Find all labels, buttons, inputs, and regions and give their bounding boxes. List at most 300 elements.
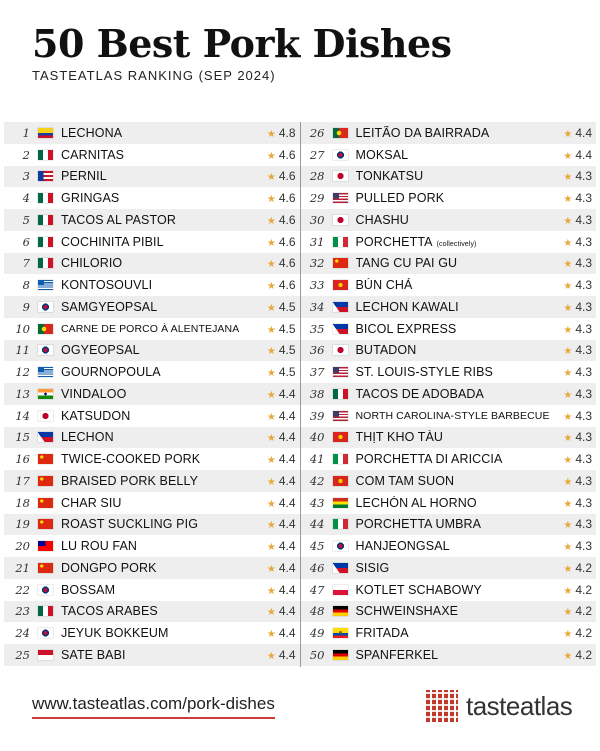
star-icon: ★ (563, 607, 573, 619)
dish-rating (552, 539, 596, 553)
dish-rating (552, 256, 596, 270)
dish-rank: 38 (309, 386, 325, 401)
dish-rank: 25 (15, 647, 30, 662)
dish-rating (552, 343, 596, 357)
dish-row (4, 405, 300, 427)
dish-rating-value: 4.3 (575, 343, 592, 358)
dish-rank: 1 (22, 125, 30, 140)
dish-rating (256, 561, 300, 575)
dish-name-text: LECHÓN AL HORNO (355, 495, 477, 510)
dish-row (4, 601, 300, 623)
dish-rating-value: 4.3 (575, 473, 592, 488)
dish-row (301, 274, 597, 296)
star-icon: ★ (266, 128, 276, 140)
dish-name[interactable] (356, 169, 553, 183)
dish-row (4, 579, 300, 601)
dish-rating-value: 4.3 (575, 430, 592, 445)
dish-name-text: LECHONA (61, 125, 123, 140)
dish-rating-value: 4.2 (575, 582, 592, 597)
dish-rank: 18 (15, 495, 30, 510)
dish-rating (552, 213, 596, 227)
dish-name[interactable] (356, 300, 553, 314)
dish-rating-value: 4.4 (278, 473, 296, 488)
ranking-column-right (300, 122, 597, 667)
dish-rating (552, 235, 596, 249)
star-icon: ★ (563, 172, 573, 184)
dish-rating-value: 4.3 (575, 212, 592, 227)
star-icon: ★ (266, 150, 276, 162)
dish-name-text: DONGPO PORK (61, 560, 157, 575)
dish-rank: 29 (309, 191, 325, 206)
dish-rating (256, 278, 300, 292)
dish-name[interactable] (61, 626, 256, 640)
star-icon: ★ (266, 368, 276, 380)
dish-name[interactable] (356, 126, 553, 140)
dish-rank: 8 (22, 278, 30, 293)
usa-flag (333, 193, 348, 203)
dish-name[interactable] (61, 278, 256, 292)
south-korea-flag (333, 541, 348, 551)
dish-rating (256, 213, 300, 227)
mexico-flag (38, 258, 53, 268)
dish-name-text: PORCHETTA UMBRA (355, 517, 482, 532)
dish-name-text: LECHON KAWALI (355, 299, 459, 314)
south-korea-flag (38, 628, 53, 638)
dish-rank: 7 (22, 256, 30, 271)
dish-name[interactable] (356, 278, 553, 292)
dish-rating (552, 626, 596, 640)
dish-row (301, 361, 597, 383)
dish-name[interactable] (356, 561, 553, 575)
south-korea-flag (38, 585, 53, 595)
italy-flag (333, 519, 348, 529)
star-icon: ★ (563, 150, 573, 162)
dish-name[interactable] (356, 496, 553, 510)
dish-rating-value: 4.4 (278, 430, 296, 445)
dish-rating (256, 256, 300, 270)
dish-name[interactable] (356, 322, 553, 336)
star-icon: ★ (563, 455, 573, 467)
star-icon: ★ (266, 237, 276, 249)
china-flag (38, 454, 53, 464)
dish-name[interactable] (356, 213, 553, 227)
dish-name[interactable] (61, 191, 256, 205)
star-icon: ★ (266, 542, 276, 554)
dish-name[interactable] (61, 300, 256, 314)
star-icon: ★ (563, 585, 573, 597)
dish-rank: 36 (309, 343, 325, 358)
dish-name[interactable] (356, 365, 553, 379)
dish-rating-value: 4.3 (575, 408, 592, 423)
dish-name-text: PORCHETTA (355, 234, 433, 249)
dish-rating (552, 474, 596, 488)
japan-flag (38, 411, 53, 421)
star-icon: ★ (266, 650, 276, 662)
dish-rating (552, 148, 596, 162)
dish-name[interactable] (356, 256, 553, 270)
dish-name[interactable] (61, 430, 256, 444)
dish-rank: 49 (309, 626, 325, 641)
dish-rating (552, 496, 596, 510)
dish-row (301, 166, 597, 188)
dish-rank: 9 (22, 299, 30, 314)
dish-name[interactable] (356, 343, 553, 357)
dish-name-text: BOSSAM (61, 582, 116, 597)
dish-rank: 12 (15, 365, 30, 380)
dish-rating-value: 4.5 (278, 343, 296, 358)
dish-row (301, 144, 597, 166)
dish-rating (552, 430, 596, 444)
dish-name-text: CARNITAS (61, 147, 125, 162)
dish-name[interactable] (61, 323, 256, 335)
usa-flag (333, 367, 348, 377)
dish-row (301, 405, 597, 427)
dish-row (301, 601, 597, 623)
dish-row (301, 209, 597, 231)
india-flag (38, 389, 53, 399)
mexico-flag (38, 606, 53, 616)
dish-row (301, 318, 597, 340)
dish-rank: 45 (309, 539, 325, 554)
dish-row (301, 448, 597, 470)
dish-name-text: LEITÃO DA BAIRRADA (355, 125, 490, 140)
dish-rating-value: 4.2 (575, 626, 592, 641)
dish-row (301, 187, 597, 209)
dish-name-text: TONKATSU (355, 169, 424, 184)
dish-rating-value: 4.4 (575, 147, 592, 162)
dish-name[interactable] (61, 387, 256, 401)
dish-name-text: TACOS ARABES (61, 604, 158, 619)
dish-name[interactable] (61, 561, 256, 575)
page-title: 50 Best Pork Dishes (32, 21, 452, 66)
dish-name[interactable] (61, 148, 256, 162)
dish-row (4, 535, 300, 557)
mexico-flag (38, 215, 53, 225)
dish-rating-value: 4.3 (575, 365, 592, 380)
italy-flag (333, 454, 348, 464)
portugal-flag (333, 128, 348, 138)
footer-url-link[interactable]: www.tasteatlas.com/pork-dishes (32, 694, 275, 719)
star-icon: ★ (563, 389, 573, 401)
header (32, 22, 452, 83)
dish-rating (256, 387, 300, 401)
dish-name[interactable] (61, 343, 256, 357)
star-icon: ★ (266, 346, 276, 358)
dish-name[interactable] (356, 604, 553, 618)
dish-rank: 31 (309, 234, 325, 249)
dish-name[interactable] (61, 539, 256, 553)
philippines-flag (333, 324, 348, 334)
dish-name-text: TANG CU PAI GU (355, 256, 458, 271)
ecuador-flag (333, 628, 348, 638)
dish-name-text: CHILORIO (61, 256, 123, 271)
china-flag (38, 498, 53, 508)
dish-row (301, 514, 597, 536)
dish-name[interactable] (356, 539, 553, 553)
dish-name[interactable] (356, 474, 553, 488)
dish-rating-value: 4.3 (575, 452, 592, 467)
dish-name[interactable] (61, 474, 256, 488)
south-korea-flag (333, 150, 348, 160)
dish-row (4, 383, 300, 405)
star-icon: ★ (266, 281, 276, 293)
star-icon: ★ (563, 346, 573, 358)
dish-name-text: SCHWEINSHAXE (355, 604, 459, 619)
star-icon: ★ (266, 433, 276, 445)
dish-rating-value: 4.4 (278, 647, 296, 662)
dish-rating (552, 452, 596, 466)
dish-rating (256, 409, 300, 423)
dish-rating-value: 4.6 (278, 278, 296, 293)
dish-name[interactable] (356, 191, 553, 205)
dish-rating-value: 4.4 (278, 604, 296, 619)
dish-name[interactable] (61, 169, 256, 183)
dish-rating-value: 4.4 (278, 452, 296, 467)
dish-rating-value: 4.5 (278, 365, 296, 380)
dish-name[interactable] (61, 583, 256, 597)
dish-rank: 33 (309, 278, 325, 293)
tasteatlas-logo-icon (426, 690, 458, 722)
dish-name[interactable] (356, 430, 553, 444)
dish-row (4, 427, 300, 449)
dish-row (301, 579, 597, 601)
dish-rating (256, 604, 300, 618)
ranking-column-left (4, 122, 300, 667)
dish-name[interactable] (61, 496, 256, 510)
dish-rating-value: 4.6 (278, 191, 296, 206)
dish-name[interactable] (61, 648, 256, 662)
philippines-flag (333, 302, 348, 312)
vietnam-flag (333, 280, 348, 290)
dish-name[interactable] (356, 583, 553, 597)
dish-rating (552, 300, 596, 314)
dish-name[interactable] (356, 387, 553, 401)
dish-rating (552, 648, 596, 662)
dish-rating (256, 126, 300, 140)
dish-rating (552, 387, 596, 401)
dish-rating (256, 430, 300, 444)
italy-flag (333, 237, 348, 247)
dish-name-text: BRAISED PORK BELLY (61, 473, 199, 488)
dish-name-text: KOTLET SCHABOWY (355, 582, 482, 597)
dish-row (301, 557, 597, 579)
china-flag (38, 563, 53, 573)
dish-rank: 35 (309, 321, 325, 336)
dish-name[interactable] (61, 256, 256, 270)
dish-rank: 5 (22, 212, 30, 227)
dish-name[interactable] (61, 517, 256, 531)
dish-name[interactable] (356, 235, 553, 249)
dish-rating-value: 4.8 (278, 125, 296, 140)
dish-name-text: CHASHU (355, 212, 409, 227)
star-icon: ★ (266, 172, 276, 184)
dish-rating-value: 4.2 (575, 647, 592, 662)
dish-row (301, 644, 597, 666)
dish-rating-value: 4.4 (278, 408, 296, 423)
portugal-flag (38, 324, 53, 334)
dish-rank: 50 (309, 647, 325, 662)
dish-rating-value: 4.6 (278, 212, 296, 227)
dish-rating (256, 474, 300, 488)
indonesia-flag (38, 650, 53, 660)
mexico-flag (38, 193, 53, 203)
colombia-flag (38, 128, 53, 138)
puerto-rico-flag (38, 171, 53, 181)
star-icon: ★ (563, 215, 573, 227)
dish-rank: 37 (309, 365, 325, 380)
mexico-flag (38, 237, 53, 247)
dish-rank: 30 (309, 212, 325, 227)
star-icon: ★ (266, 259, 276, 271)
dish-rating (256, 648, 300, 662)
dish-name[interactable] (356, 410, 553, 422)
dish-rating-value: 4.3 (575, 299, 592, 314)
dish-rank: 46 (309, 560, 325, 575)
dish-rating-value: 4.5 (278, 321, 296, 336)
star-icon: ★ (563, 563, 573, 575)
dish-rating (552, 169, 596, 183)
dish-name[interactable] (356, 648, 553, 662)
dish-row (4, 557, 300, 579)
dish-rank: 48 (309, 604, 325, 619)
star-icon: ★ (563, 411, 573, 423)
star-icon: ★ (266, 629, 276, 641)
dish-name-text: PERNIL (61, 169, 107, 184)
dish-name[interactable] (61, 235, 256, 249)
dish-rank: 20 (15, 539, 30, 554)
star-icon: ★ (563, 629, 573, 641)
star-icon: ★ (266, 194, 276, 206)
dish-row (4, 514, 300, 536)
dish-name[interactable] (356, 626, 553, 640)
dish-rating (552, 583, 596, 597)
dish-rank: 28 (309, 169, 325, 184)
star-icon: ★ (266, 324, 276, 336)
dish-name-text: TACOS DE ADOBADA (355, 386, 484, 401)
star-icon: ★ (563, 433, 573, 445)
south-korea-flag (38, 345, 53, 355)
dish-rating (256, 343, 300, 357)
dish-name-text: HANJEONGSAL (355, 539, 450, 554)
brand-name: tasteatlas (466, 690, 573, 721)
dish-name-text: BUTADON (355, 343, 417, 358)
dish-rating (256, 626, 300, 640)
dish-name[interactable] (61, 365, 256, 379)
star-icon: ★ (563, 368, 573, 380)
page-subtitle: TASTEATLAS RANKING (SEP 2024) (32, 68, 276, 83)
bolivia-flag (333, 498, 348, 508)
dish-row (4, 340, 300, 362)
japan-flag (333, 215, 348, 225)
dish-name-text: OGYEOPSAL (61, 343, 140, 358)
star-icon: ★ (563, 194, 573, 206)
japan-flag (333, 345, 348, 355)
dish-rank: 15 (15, 430, 30, 445)
taiwan-flag (38, 541, 53, 551)
dish-row (301, 340, 597, 362)
dish-rating-value: 4.5 (278, 299, 296, 314)
dish-rating-value: 4.3 (575, 256, 592, 271)
dish-rating-value: 4.4 (278, 495, 296, 510)
star-icon: ★ (563, 259, 573, 271)
dish-rank: 2 (22, 147, 30, 162)
dish-rank: 40 (309, 430, 325, 445)
dish-rating-value: 4.4 (278, 626, 296, 641)
dish-rating (552, 126, 596, 140)
dish-rank: 47 (309, 582, 325, 597)
dish-name-text: LECHON (61, 430, 114, 445)
dish-row (4, 209, 300, 231)
star-icon: ★ (266, 476, 276, 488)
dish-name-text: THỊT KHO TÀU (355, 430, 444, 445)
dish-name-text: BICOL EXPRESS (355, 321, 457, 336)
dish-row (4, 361, 300, 383)
dish-rating-value: 4.2 (575, 604, 592, 619)
dish-row (4, 644, 300, 666)
usa-flag (333, 411, 348, 421)
brand-logo[interactable] (426, 690, 572, 722)
dish-name[interactable] (356, 517, 553, 531)
dish-name-text: ST. LOUIS-STYLE RIBS (355, 365, 493, 380)
mexico-flag (333, 389, 348, 399)
dish-name-text: CARNE DE PORCO À ALENTEJANA (61, 322, 240, 335)
dish-name-text: VINDALOO (61, 386, 127, 401)
greece-flag (38, 280, 53, 290)
dish-name[interactable] (61, 452, 256, 466)
germany-flag (333, 650, 348, 660)
dish-name[interactable] (61, 126, 256, 140)
dish-row (4, 274, 300, 296)
dish-rating-value: 4.6 (278, 147, 296, 162)
dish-row (4, 470, 300, 492)
dish-rating-value: 4.4 (575, 125, 592, 140)
dish-row (4, 448, 300, 470)
dish-rank: 27 (309, 147, 325, 162)
dish-name-text: GRINGAS (61, 191, 120, 206)
dish-rating (552, 278, 596, 292)
star-icon: ★ (266, 411, 276, 423)
china-flag (333, 258, 348, 268)
dish-name[interactable] (356, 452, 553, 466)
dish-rating (256, 322, 300, 336)
dish-rank: 19 (15, 517, 30, 532)
dish-rank: 39 (309, 408, 325, 423)
dish-rank: 3 (22, 169, 30, 184)
dish-name[interactable] (61, 604, 256, 618)
star-icon: ★ (563, 324, 573, 336)
dish-name[interactable] (61, 213, 256, 227)
dish-row (4, 253, 300, 275)
dish-rank: 16 (15, 452, 30, 467)
dish-rating-value: 4.3 (575, 169, 592, 184)
dish-row (301, 253, 597, 275)
dish-row (4, 318, 300, 340)
dish-name[interactable] (61, 409, 256, 423)
star-icon: ★ (266, 520, 276, 532)
vietnam-flag (333, 432, 348, 442)
dish-row (301, 622, 597, 644)
dish-name[interactable] (356, 148, 553, 162)
dish-rating-value: 4.3 (575, 386, 592, 401)
star-icon: ★ (266, 498, 276, 510)
star-icon: ★ (563, 650, 573, 662)
dish-rating-value: 4.4 (278, 386, 296, 401)
dish-rank: 21 (15, 560, 30, 575)
star-icon: ★ (266, 563, 276, 575)
star-icon: ★ (266, 215, 276, 227)
south-korea-flag (38, 302, 53, 312)
dish-name-text: KATSUDON (61, 408, 131, 423)
